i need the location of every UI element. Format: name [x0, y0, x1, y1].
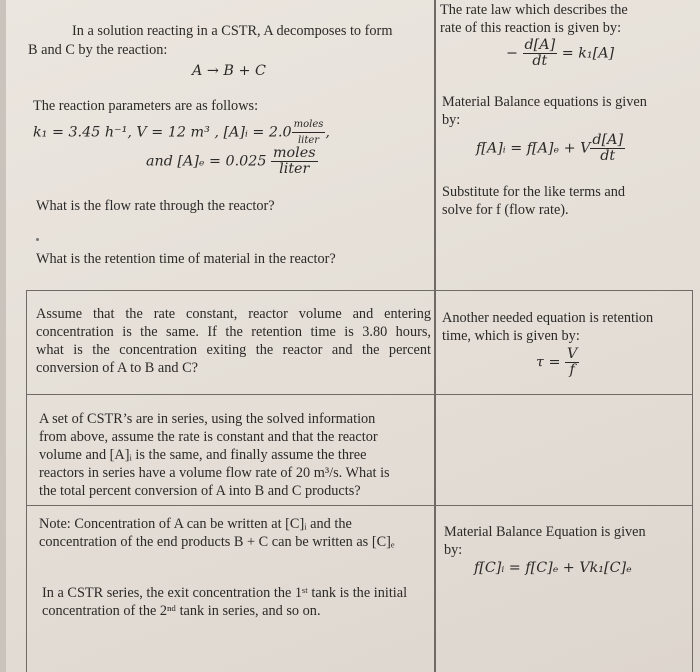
- retention-time-text: Another needed equation is retention time, which is given by:: [442, 310, 654, 344]
- intro-line-1: In a solution reacting in a CSTR, A decomposes to form: [72, 23, 393, 39]
- reaction-equation: A → B + C: [192, 63, 266, 79]
- note-concentration: Note: Concentration of A can be written at [C]ᵢ and the concentration of the end products B + C can be written as [C]ₑ: [39, 516, 395, 550]
- table-left-border: [26, 290, 27, 672]
- question-series: A set of CSTR’s are in series, using the solved information from above, assume the rate is constant and that the reactor volume and [A]ᵢ is the same, and finally assume the three reactors in series have a volume flow rate of 20 m³/s. What is the total percent conversion of A into B and C products?: [39, 411, 390, 499]
- params-line: k₁ = 3.45 h⁻¹, V = 12 m³ , [A]ᵢ = 2.0 $\frac{\text{moles}}{\text{liter}}$ ,: [33, 119, 330, 146]
- retention-time-equation: τ = $\frac{V}{f}$: [536, 346, 578, 378]
- exit-conc-units: $\frac{\text{moles}}{\text{liter}}$: [273, 145, 316, 177]
- substitute-instruction: Substitute for the like terms and solve for f (flow rate).: [442, 184, 626, 218]
- rate-law-equation: − $\frac{d[A]}{dt}$ = k₁[A]: [506, 37, 615, 69]
- row-divider: [26, 394, 693, 395]
- question-flow-rate: What is the flow rate through the reactor?: [36, 198, 275, 214]
- column-divider: [434, 0, 436, 672]
- params-heading: The reaction parameters are as follows:: [33, 98, 259, 114]
- rate-law-text: The rate law which describes the rate of this reaction is given by:: [440, 2, 628, 36]
- table-right-border: [692, 290, 693, 672]
- material-balance-2-equation: f[C]ᵢ = f[C]ₑ + Vk₁[C]ₑ: [474, 560, 632, 576]
- intro-line-2: B and C by the reaction:: [28, 42, 168, 58]
- question-concentration: Assume that the rate constant, reactor volume and entering concentration is the same. If the retention time is 3.80 hours, what is the concentration exiting the reactor and the percent conversion of A to B and C?: [36, 306, 431, 376]
- initial-concentration: [A]ᵢ = 2.0: [223, 124, 292, 141]
- initial-conc-units: $\frac{\text{moles}}{\text{liter}}$: [293, 119, 324, 146]
- worksheet-page: [6, 0, 700, 672]
- material-balance-equation: f[A]ᵢ = f[A]ₑ + V $\frac{d[A]}{dt}$: [476, 132, 624, 164]
- material-balance-text: Material Balance equations is given by:: [442, 94, 647, 128]
- row-divider: [26, 505, 693, 506]
- reactor-volume: V = 12 m³ ,: [136, 124, 219, 141]
- exit-concentration: and [A]ₑ = 0.025 $\frac{\text{moles}}{\text{liter}}$: [146, 145, 316, 177]
- rate-constant: k₁ = 3.45 h⁻¹,: [33, 124, 132, 141]
- question-retention-time: What is the retention time of material in the reactor?: [36, 251, 336, 267]
- stray-mark: [36, 238, 39, 241]
- material-balance-2-text: Material Balance Equation is given by:: [444, 524, 646, 558]
- row-divider: [26, 290, 693, 291]
- series-explanation: In a CSTR series, the exit concentration the 1ˢᵗ tank is the initial concentration of the 2ⁿᵈ tank in series, and so on.: [42, 585, 408, 619]
